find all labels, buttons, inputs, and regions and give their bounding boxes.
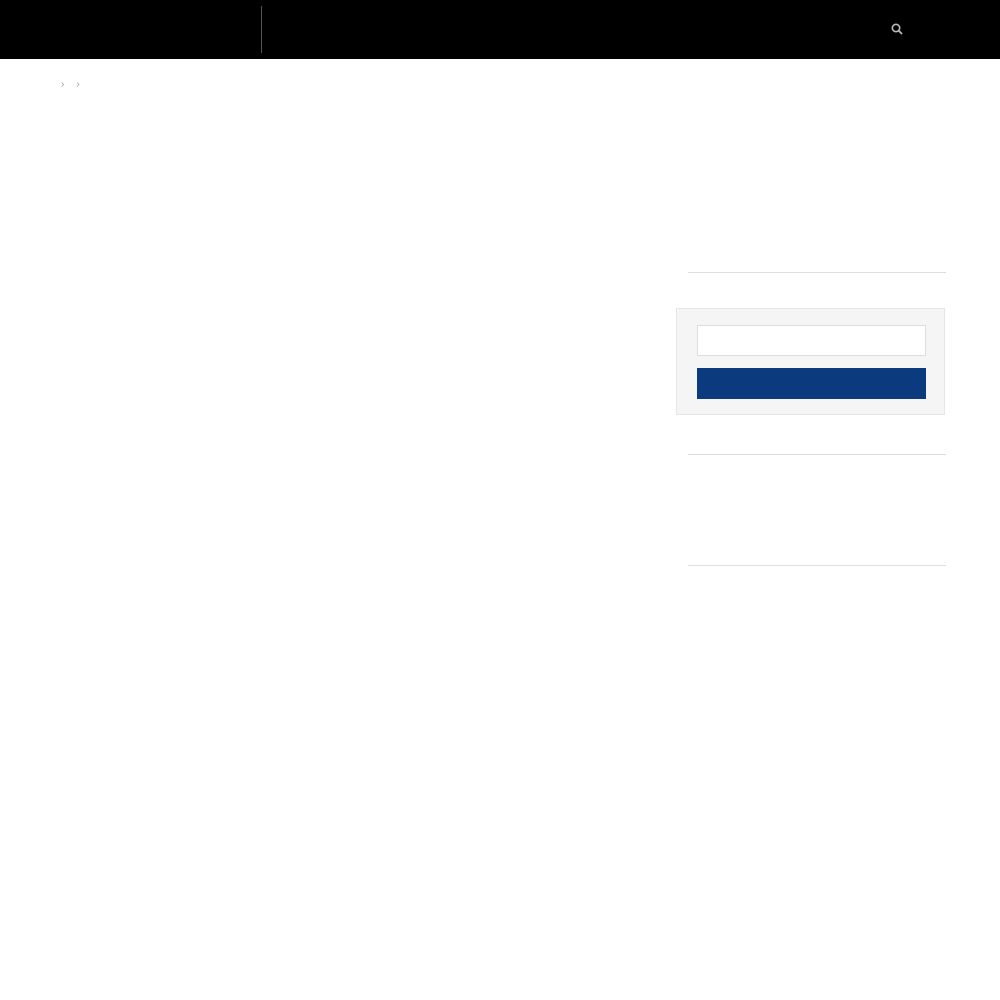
stay-connected-heading: [676, 454, 946, 455]
search-icon[interactable]: [891, 23, 903, 35]
email-field[interactable]: [697, 325, 926, 356]
heading-rule: [688, 454, 946, 455]
heading-rule: [688, 565, 946, 566]
chevron-right-icon: ›: [76, 79, 80, 90]
breadcrumb: [55, 79, 86, 90]
article-body: [125, 637, 640, 653]
article-meta: [55, 225, 61, 237]
logo-divider: [261, 6, 262, 53]
newsletter-heading: [676, 272, 946, 273]
chevron-right-icon: ›: [61, 79, 65, 90]
sign-up-button[interactable]: [697, 368, 926, 399]
heading-rule: [688, 272, 946, 273]
newsletter-form: [676, 308, 945, 415]
trending-heading: [676, 565, 946, 566]
site-header: [0, 0, 1000, 59]
